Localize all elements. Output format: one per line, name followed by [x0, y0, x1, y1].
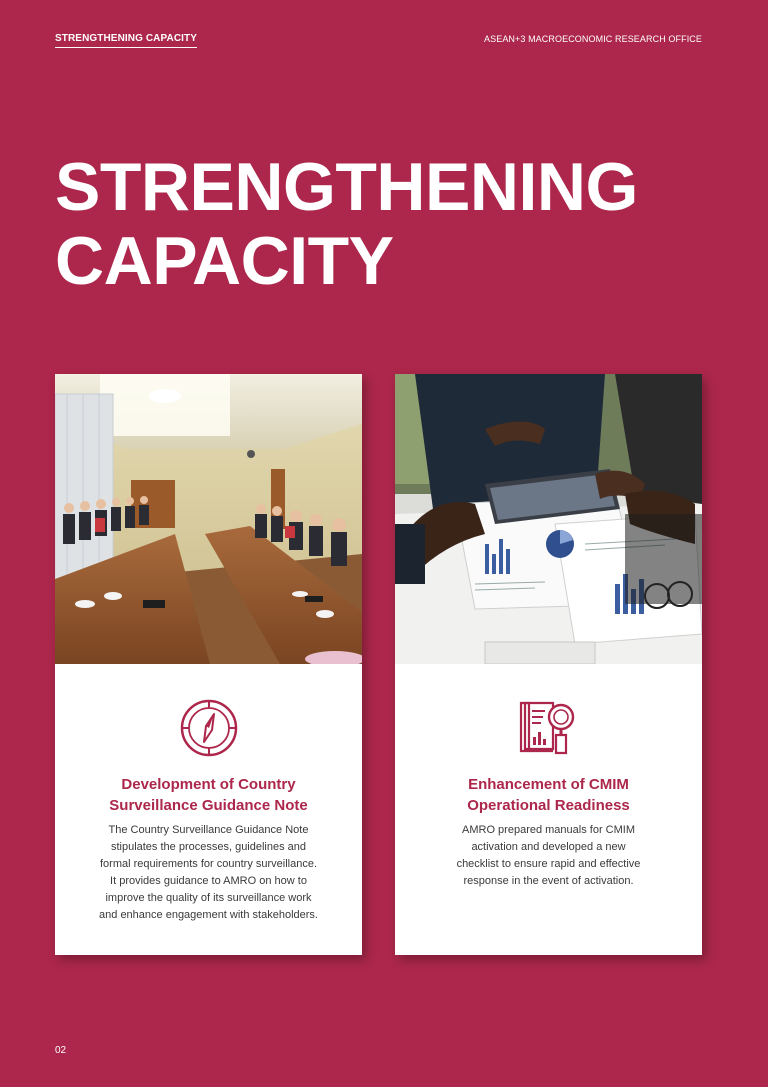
card-cmim-readiness — [395, 374, 702, 955]
card-body: AMRO prepared manuals for CMIM activation and developed a new checklist to ensure rapid and effective response in the event of activation. — [456, 824, 641, 887]
card-body: The Country Surveillance Guidance Note stipulates the processes, guidelines and formal requirements for country surveillance. It provides guidance to AMRO on how to improve the quality of its surveillance work and enhance engagement with stakeholders. — [99, 824, 318, 921]
page-title: STRENGTHENING CAPACITY — [55, 149, 638, 299]
business-documents-photo — [395, 374, 702, 664]
page-number: 02 — [55, 1045, 67, 1056]
compass-icon — [180, 699, 238, 757]
running-header-organization: ASEAN+3 MACROECONOMIC RESEARCH OFFICE — [484, 34, 702, 44]
meeting-room-photo — [55, 374, 362, 664]
card-title: Enhancement of CMIM Operational Readiness — [467, 776, 630, 814]
card-title: Development of Country Surveillance Guidance Note — [109, 776, 308, 814]
running-header-section: STRENGTHENING CAPACITY — [55, 33, 197, 48]
card-surveillance-guidance — [55, 374, 362, 955]
document-magnifier-icon — [519, 699, 579, 757]
